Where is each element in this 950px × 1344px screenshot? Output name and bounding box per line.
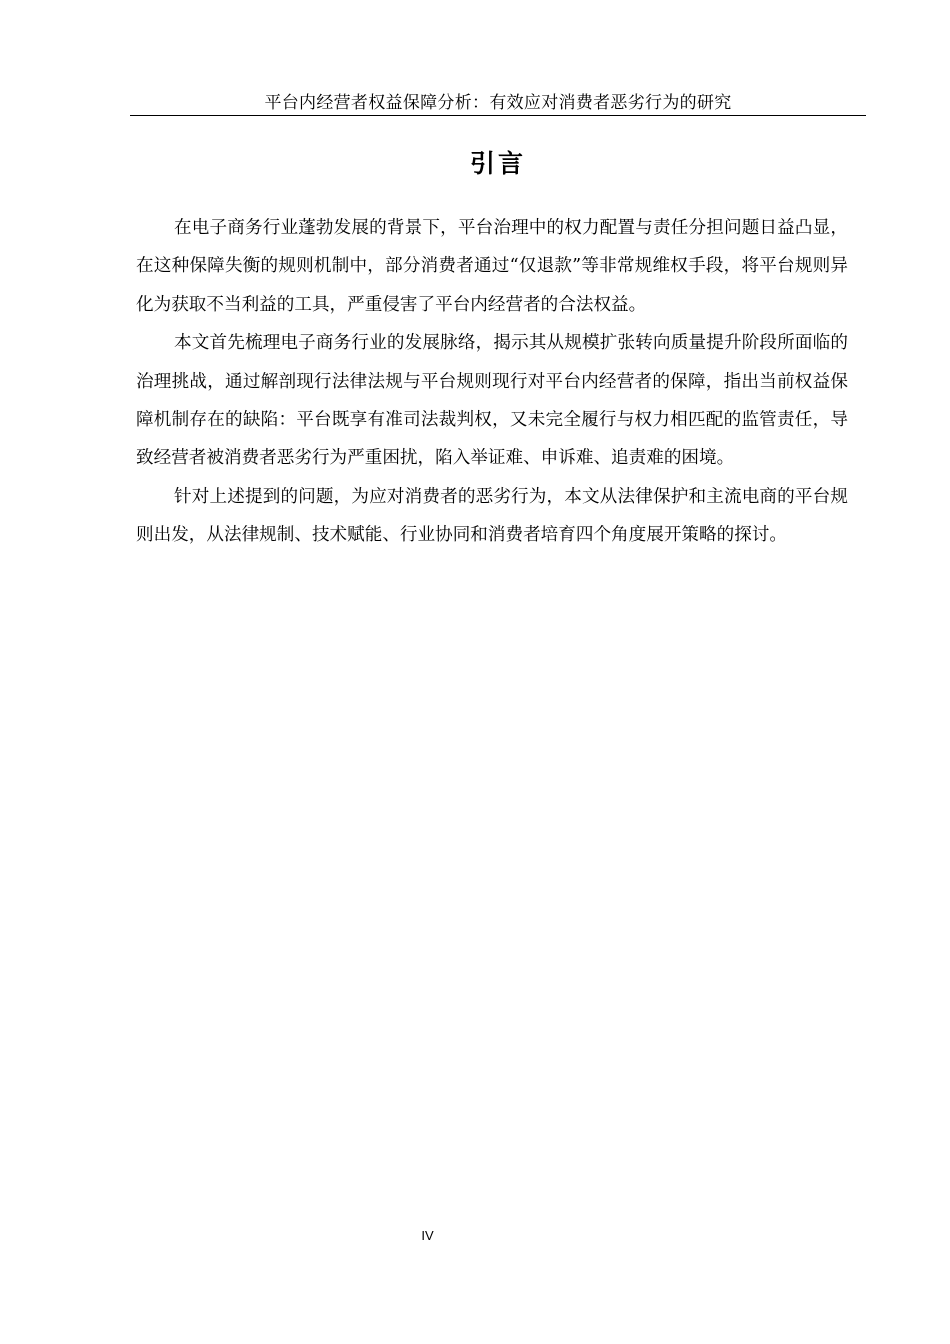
paragraph-2: 本文首先梳理电子商务行业的发展脉络，揭示其从规模扩张转向质量提升阶段所面临的治理挑战，通过解剖现行法律法规与平台规则现行对平台内经营者的保障，指出当前权益保障机制存在的缺陷：平台既享有准司法裁判权，又未完全履行与权力相匹配的监管责任，导致经营者被消费者恶劣行为严重困扰，陷入举证难、申诉难、追责难的困境。 (136, 333, 848, 469)
paragraph-3: 针对上述提到的问题，为应对消费者的恶劣行为，本文从法律保护和主流电商的平台规则出发，从法律规制、技术赋能、行业协同和消费者培育四个角度展开策略的探讨。 (136, 486, 848, 546)
paragraph-1: 在电子商务行业蓬勃发展的背景下，平台治理中的权力配置与责任分担问题日益凸显，在这种保障失衡的规则机制中，部分消费者通过“仅退款”等非常规维权手段，将平台规则异化为获取不当利益的工具，严重侵害了平台内经营者的合法权益。 (136, 218, 848, 315)
body-text (136, 209, 848, 555)
section-title: 引言 (469, 149, 526, 178)
page-number: IV (421, 1228, 434, 1243)
running-header: 平台内经营者权益保障分析：有效应对消费者恶劣行为的研究 (264, 93, 732, 113)
header-divider (130, 115, 866, 116)
